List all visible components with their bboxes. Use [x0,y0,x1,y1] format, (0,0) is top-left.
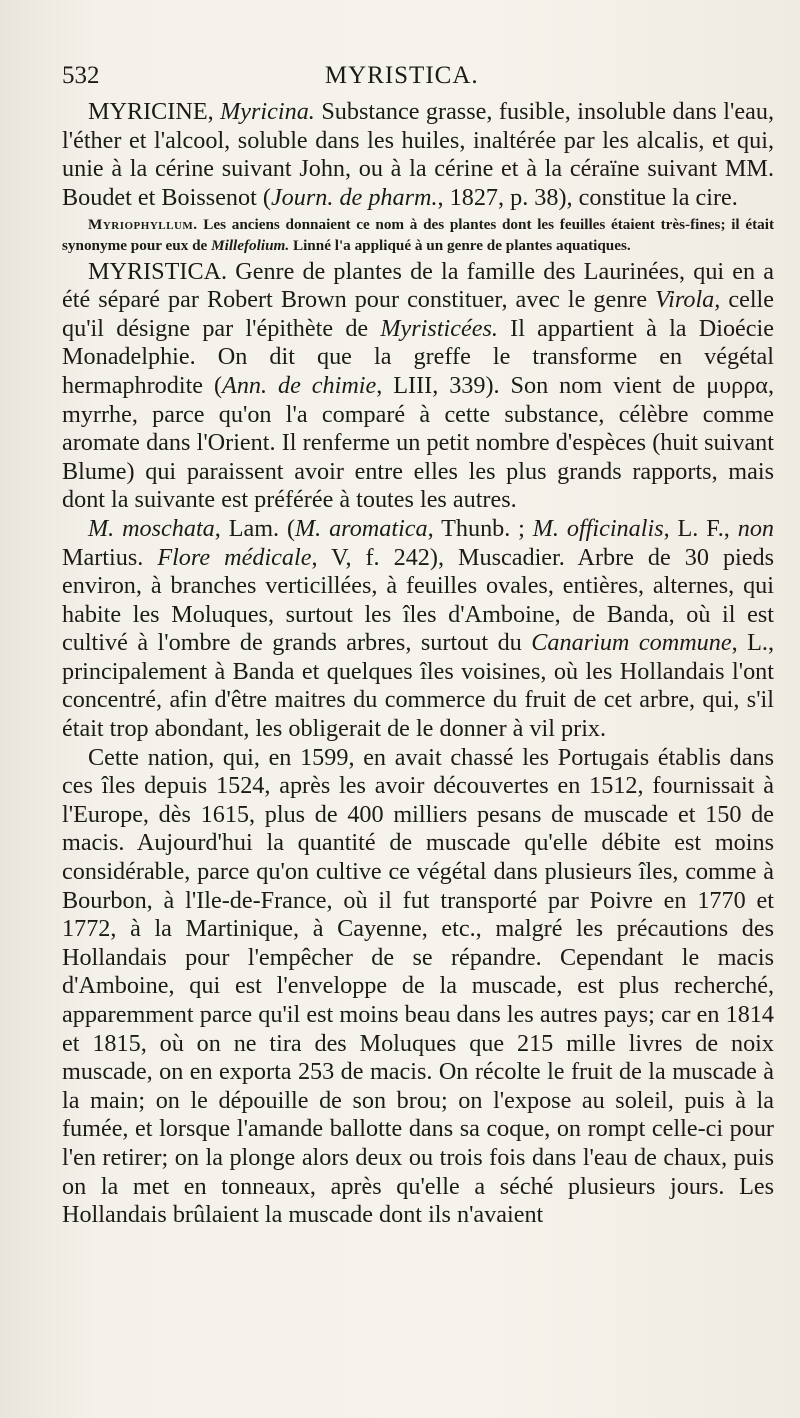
paragraph-nation: Cette nation, qui, en 1599, en avait chassé les Portugais établis dans ces îles depuis 1524, après les avoir découvertes en 1512, fournissait à l'Europe, dès 1615, plus de 400 milliers pesans de muscade et 150 de macis. Aujourd'hui la quantité de muscade qu'elle débite est moins considérable, parce qu'on cultive ce végétal dans plusieurs îles, comme à Bourbon, à l'Ile-de-France, où il fut transporté par Poivre en 1770 et 1772, à la Martinique, à Cayenne, etc., malgré les précautions des Hollandais pour l'empêcher de se répandre. Cependant le macis d'Amboine, qui est l'enveloppe de la muscade, est plus recherché, apparemment parce qu'il est moins beau dans les autres pays; car en 1814 et 1815, où on ne tira des Moluques que 215 mille livres de noix muscade, on en exporta 253 de macis. On récolte le fruit de la muscade à la main; on le dépouille de son brou; on l'expose au soleil, puis à la fumée, et lorsque l'amande ballotte dans sa coque, on rompt celle-ci pour l'en retirer; on la plonge alors deux ou trois fois dans l'eau de chaux, puis on la met en tonneaux, après qu'elle a séché plusieurs jours. Les Hollandais brûlaient la muscade dont ils n'avaient [62,743,774,1229]
entry-text: , L. F., [663,514,738,542]
entry-head: MYRISTICA. [88,257,228,285]
entry-text: Genre de plantes de la famille des Laurinées, qui en a été séparé par Robert Brown pour constituer, avec le genre [62,257,774,314]
entry-myristica [62,258,774,515]
entry-text: , V, f. 242), Muscadier. Arbre de 30 pieds environ, à branches verticillées, à feuilles ovales, entières, alternes, qui habite les Moluques, surtout les îles d'Amboine, de Banda, où il est cultivé à l'ombre de grands arbres, surtout du [62,543,775,657]
page-header [62,62,774,98]
latin-name: Myricina. [220,98,315,125]
entry-head: Myriophyllum. [88,216,198,234]
entry-text: Il appartient à la Dioécie Monadelphie. On dit que la greffe le transforme en végétal hermaphrodite ( [62,314,774,399]
page-number: 532 [62,62,100,89]
reference: Ann. de chimie [222,371,377,399]
reference: Flore médicale [157,543,312,571]
species-name: M. officinalis [532,514,664,542]
entry-text: Linné l'a appliqué à un genre de plantes aquatiques. [289,236,631,254]
entry-head: MYRICINE, [88,98,214,125]
entry-myriophyllum [62,215,774,256]
entry-text: , 1827, p. 38), constitue la cire. [437,183,738,211]
entry-text: , Lam. ( [214,514,296,542]
entry-text: celle qu'il désigne par l'épithète de [62,286,774,342]
entry-text: Substance grasse, fusible, insoluble dans l'eau, l'éther et l'alcool, soluble dans les huiles, inaltérée par les alcalis, et qui, unie à la cérine suivant John, ou à la cérine et à la céraïne suivant MM. Boudet et Boissenot ( [62,98,774,211]
entry-text: , myrrhe, parce qu'on l'a comparé à cette substance, célèbre comme aromate dans l'Orient. Il renferme un petit nombre d'espèces (huit suivant Blume) qui paraissent avoir entre elles les plus grands rapports, mais dont la suivante est préférée à toutes les autres. [62,371,774,514]
entry-myricine [62,98,774,212]
latin-name: Millefolium. [211,236,290,254]
species-name: Canarium commune [531,629,732,657]
reference: Journ. de pharm. [270,183,438,211]
entry-text: , LIII, 339). Son nom vient de [376,371,707,399]
entry-moschata [62,515,774,744]
species-name: M. aromatica [295,514,428,542]
entry-text: , L., principalement à Banda et quelques îles voisines, où les Hollandais l'ont concentré, afin d'être maitres du commerce du fruit de cet arbre, qui, s'il était trop abondant, les obligerait de le donner à vil prix. [62,629,775,743]
greek-word: μυρρα [706,371,768,399]
non-word: non [737,514,774,542]
entry-text: Les anciens donnaient ce nom à des plantes dont les feuilles étaient très-fines; il était synonyme pour eux de [62,216,774,254]
family-name: Myristicées. [380,314,498,342]
entry-text: Martius. [62,543,158,571]
running-title: MYRISTICA. [324,62,479,89]
genus-name: Virola, [655,286,721,314]
species-name: M. moschata [88,514,215,542]
entry-text: , Thunb. ; [427,514,533,542]
